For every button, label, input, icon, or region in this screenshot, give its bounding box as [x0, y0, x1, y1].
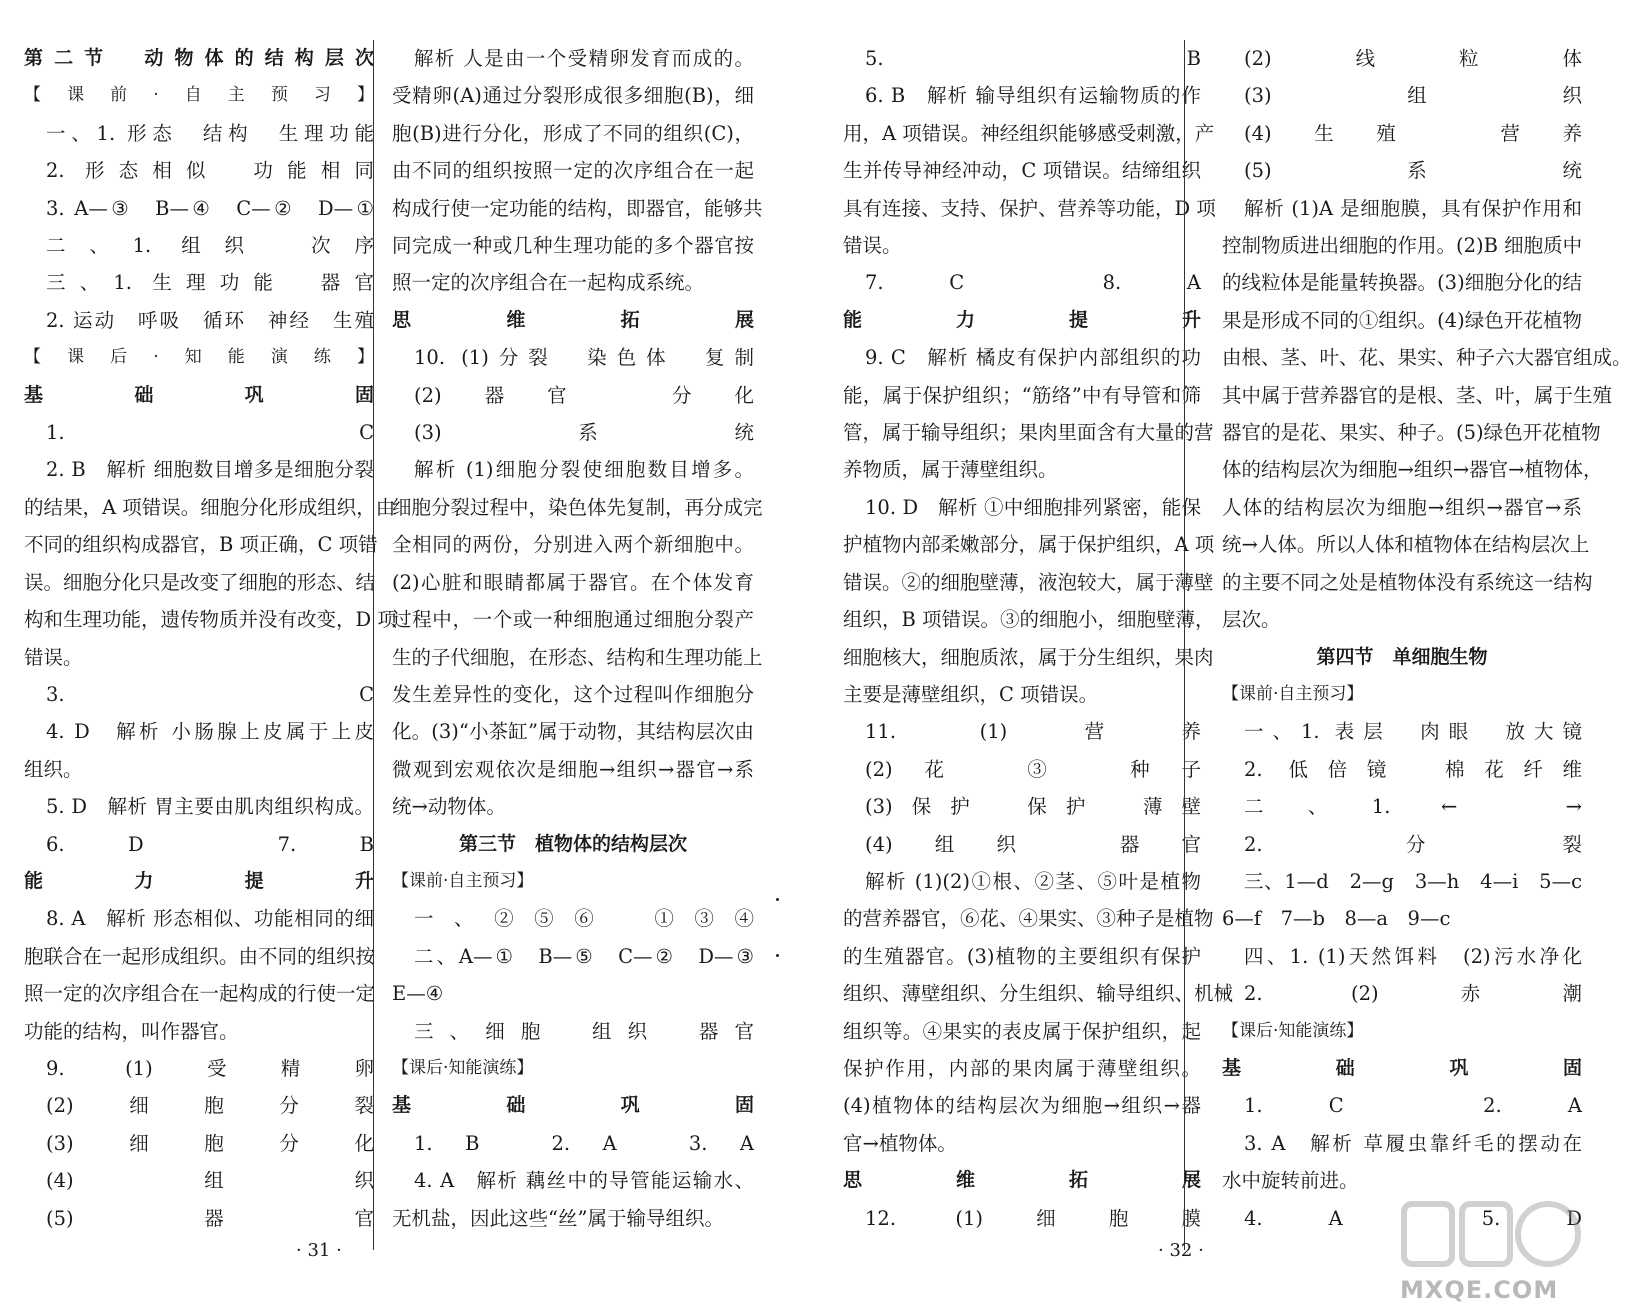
text-line: E—④	[392, 982, 444, 1006]
part-heading: 基础巩固	[24, 383, 374, 406]
column-4	[1222, 40, 1632, 1237]
text-line: 12. (1)细胞膜	[865, 1206, 1201, 1230]
text-line: 的生殖器官。(3)植物的主要组织有保护	[843, 944, 1201, 968]
text-line: 受精卵(A)通过分裂形成很多细胞(B)，细	[392, 84, 754, 108]
text-line: 10. (1)分裂 染色体 复制	[414, 346, 754, 370]
text-line: 化。(3)“小茶缸”属于动物，其结构层次由	[392, 720, 754, 744]
binding-mark	[776, 954, 779, 957]
text-line: 其中属于营养器官的是根、茎、叶，属于生殖	[1222, 383, 1613, 407]
text-line: (4)生殖 营养	[1244, 121, 1582, 145]
text-line: 错误。	[843, 234, 902, 258]
part-heading: 思维拓展	[392, 308, 754, 331]
text-line: 照一定的次序组合在一起构成系统。	[392, 271, 705, 295]
text-line: 一、1. 表层 肉眼 放大镜	[1244, 720, 1582, 744]
text-line: 三、细胞 组织 器官	[414, 1019, 754, 1043]
text-line: 错误。②的细胞壁薄，液泡较大，属于薄壁	[843, 570, 1214, 594]
text-line: 3. C	[46, 682, 374, 706]
column-1	[24, 40, 397, 1237]
text-line: 解析 (1)细胞分裂使细胞数目增多。	[414, 458, 754, 482]
text-line: (4)植物体的结构层次为细胞→组织→器	[843, 1094, 1201, 1118]
text-line: (4)组织 器官	[865, 832, 1201, 856]
text-line: 控制物质进出细胞的作用。(2)B 细胞质中	[1222, 234, 1583, 258]
text-line: 管，属于输导组织；果肉里面含有大量的营	[843, 421, 1214, 445]
text-line: 三、1—d 2—g 3—h 4—i 5—c	[1244, 869, 1582, 893]
text-line: 统→动物体。	[392, 795, 506, 819]
text-line: 发生差异性的变化，这个过程叫作细胞分	[392, 682, 754, 706]
subsection-label: 【课后·知能演练】	[1222, 1020, 1364, 1041]
subsection-label: 【课后·知能演练】	[24, 347, 374, 368]
text-line: 不同的组织构成器官，B 项正确，C 项错	[24, 533, 378, 557]
text-line: 4. D 解析 小肠腺上皮属于上皮	[46, 720, 374, 744]
part-heading: 基础巩固	[392, 1094, 754, 1117]
text-line: (2)细胞分裂	[46, 1094, 374, 1118]
text-line: (4)组织	[46, 1169, 374, 1193]
text-line: 解析 (1)A 是细胞膜，具有保护作用和	[1244, 196, 1582, 220]
page-number-left: · 31 ·	[296, 1240, 342, 1261]
text-line: 5. D 解析 胃主要由肌肉组织构成。	[46, 795, 374, 819]
text-line: 二、1. ← →	[1244, 795, 1582, 819]
text-line: 2. (2)赤潮	[1244, 982, 1582, 1006]
text-line: 微观到宏观依次是细胞→组织→器官→系	[392, 757, 754, 781]
subsection-label: 【课后·知能演练】	[392, 1057, 534, 1078]
text-line: (5)系统	[1244, 159, 1582, 183]
column-divider	[1184, 40, 1185, 1250]
text-line: (3)细胞分化	[46, 1131, 374, 1155]
text-line: 的营养器官，⑥花、④果实、③种子是植物	[843, 907, 1214, 931]
text-line: 6. B 解析 输导组织有运输物质的作	[865, 84, 1201, 108]
text-line: 二、A—① B—⑤ C—② D—③	[414, 944, 754, 968]
text-line: 3. A 解析 草履虫靠纤毛的摆动在	[1244, 1131, 1582, 1155]
text-line: 人体的结构层次为细胞→组织→器官→系	[1222, 495, 1582, 519]
text-line: 解析 人是由一个受精卵发育而成的。	[414, 47, 754, 70]
text-line: 二、1. 组织 次序	[46, 234, 374, 258]
text-line: 4. A 5. D	[1244, 1206, 1582, 1230]
text-line: 1. B 2. A 3. A	[414, 1131, 754, 1155]
text-line: 2. 分裂	[1244, 832, 1582, 856]
text-line: 用，A 项错误。神经组织能够感受刺激，产	[843, 121, 1215, 145]
text-line: 2. 形态相似 功能相同	[46, 159, 374, 183]
text-line: 统→人体。所以人体和植物体在结构层次上	[1222, 533, 1590, 557]
text-line: 9. C 解析 橘皮有保护内部组织的功	[865, 346, 1201, 370]
text-line: 4. A 解析 藕丝中的导管能运输水、	[414, 1169, 754, 1193]
text-line: 的主要不同之处是植物体没有系统这一结构	[1222, 570, 1593, 594]
text-line: 生的子代细胞，在形态、结构和生理功能上	[392, 645, 763, 669]
text-line: 过程中，一个或一种细胞通过细胞分裂产	[392, 608, 754, 632]
text-line: 9. (1)受精卵	[46, 1056, 374, 1080]
text-line: (3)系统	[414, 421, 754, 445]
text-line: 保护作用，内部的果肉属于薄壁组织。	[843, 1056, 1201, 1080]
text-line: 2. 低倍镜 棉花纤维	[1244, 757, 1582, 781]
part-heading: 思维拓展	[843, 1169, 1201, 1192]
text-line: 胞联合在一起形成组织。由不同的组织按	[24, 944, 376, 968]
text-line: 由不同的组织按照一定的次序组合在一起	[392, 159, 754, 183]
text-line: 构和生理功能，遗传物质并没有改变，D 项	[24, 608, 397, 632]
text-line: (3)保护 保护 薄壁	[865, 795, 1201, 819]
text-line: 的结果，A 项错误。细胞分化形成组织，由	[24, 495, 396, 519]
text-line: 1. C 2. A	[1244, 1094, 1582, 1118]
page-number-right: · 32 ·	[1158, 1240, 1204, 1261]
text-line: 水中旋转前进。	[1222, 1169, 1359, 1193]
text-line: 7. C 8. A	[865, 271, 1201, 295]
text-line: 一、1. 形态 结构 生理功能	[46, 121, 374, 145]
text-line: 5. B	[865, 47, 1201, 70]
subsection-label: 【课前·自主预习】	[392, 870, 534, 891]
text-line: 误。细胞分化只是改变了细胞的形态、结	[24, 570, 376, 594]
text-line: 细胞分裂过程中，染色体先复制，再分成完	[392, 495, 763, 519]
text-line: 2. 运动 呼吸 循环 神经 生殖	[46, 308, 374, 332]
text-line: 三、1. 生理功能 器官	[46, 271, 374, 295]
watermark-text: MXQE.COM	[1400, 1276, 1559, 1304]
text-line: 组织、薄壁组织、分生组织、输导组织、机械	[843, 982, 1234, 1006]
text-line: (2)心脏和眼睛都属于器官。在个体发育	[392, 570, 754, 594]
text-line: 体的结构层次为细胞→组织→器官→植物体，	[1222, 458, 1603, 482]
text-line: 2. B 解析 细胞数目增多是细胞分裂	[46, 458, 374, 482]
text-line: 细胞核大，细胞质浓，属于分生组织，果肉	[843, 645, 1214, 669]
section-heading: 第四节 单细胞生物	[1316, 645, 1488, 668]
text-line: 主要是薄壁组织，C 项错误。	[843, 682, 1099, 706]
text-line: 由根、茎、叶、花、果实、种子六大器官组成。	[1222, 346, 1632, 370]
text-line: 10. D 解析 ①中细胞排列紧密，能保	[865, 495, 1201, 519]
text-line: 组织。	[24, 757, 83, 781]
subsection-label: 【课前·自主预习】	[24, 85, 374, 106]
section-heading: 第二节 动物体的结构层次	[24, 47, 374, 69]
text-line: (2)线粒体	[1244, 47, 1582, 70]
subsection-label: 【课前·自主预习】	[1222, 683, 1364, 704]
text-line: (5)器官	[46, 1206, 374, 1230]
text-line: 照一定的次序组合在一起构成的行使一定	[24, 982, 376, 1006]
text-line: 一、②⑤⑥ ①③④	[414, 907, 754, 931]
text-line: 全相同的两份，分别进入两个新细胞中。	[392, 533, 754, 557]
text-line: 生并传导神经冲动，C 项错误。结缔组织	[843, 159, 1201, 183]
text-line: 无机盐，因此这些“丝”属于输导组织。	[392, 1206, 724, 1230]
binding-mark	[776, 898, 779, 901]
text-line: 层次。	[1222, 608, 1281, 632]
text-line: 果是形成不同的①组织。(4)绿色开花植物	[1222, 308, 1582, 332]
text-line: 胞(B)进行分化，形成了不同的组织(C)，	[392, 121, 754, 145]
text-line: 6. D 7. B	[46, 832, 374, 856]
text-line: 解析 (1)(2)①根、②茎、⑤叶是植物	[865, 869, 1201, 893]
text-line: (2)器官 分化	[414, 383, 754, 407]
text-line: 11. (1)营养	[865, 720, 1201, 744]
text-line: 官→植物体。	[843, 1131, 957, 1155]
part-heading: 能力提升	[843, 308, 1201, 331]
text-line: 同完成一种或几种生理功能的多个器官按	[392, 234, 754, 258]
text-line: 的线粒体是能量转换器。(3)细胞分化的结	[1222, 271, 1582, 295]
text-line: 护植物内部柔嫩部分，属于保护组织，A 项	[843, 533, 1215, 557]
part-heading: 能力提升	[24, 869, 374, 892]
text-line: 8. A 解析 形态相似、功能相同的细	[46, 907, 374, 931]
text-line: 器官的是花、果实、种子。(5)绿色开花植物	[1222, 421, 1601, 445]
text-line: 6—f 7—b 8—a 9—c	[1222, 907, 1451, 931]
column-divider	[373, 40, 374, 1250]
text-line: 1. C	[46, 421, 374, 445]
text-line: 构成行使一定功能的结构，即器官，能够共	[392, 196, 763, 220]
text-line: 养物质，属于薄壁组织。	[843, 458, 1058, 482]
text-line: (2)花 ③ 种子	[865, 757, 1201, 781]
text-line: 组织等。④果实的表皮属于保护组织，起	[843, 1019, 1201, 1043]
text-line: 能，属于保护组织；“筋络”中有导管和筛	[843, 383, 1201, 407]
text-line: (3)组织	[1244, 84, 1582, 108]
text-line: 具有连接、支持、保护、营养等功能，D 项	[843, 196, 1216, 220]
text-line: 四、1. (1)天然饵料 (2)污水净化	[1244, 944, 1582, 968]
column-3	[843, 40, 1234, 1237]
text-line: 3. A—③ B—④ C—② D—①	[46, 196, 374, 220]
part-heading: 基础巩固	[1222, 1056, 1582, 1079]
text-line: 功能的结构，叫作器官。	[24, 1019, 239, 1043]
section-heading: 第三节 植物体的结构层次	[458, 832, 687, 855]
text-line: 错误。	[24, 645, 83, 669]
column-2	[392, 40, 763, 1237]
text-line: 组织，B 项错误。③的细胞小，细胞壁薄，	[843, 608, 1215, 632]
